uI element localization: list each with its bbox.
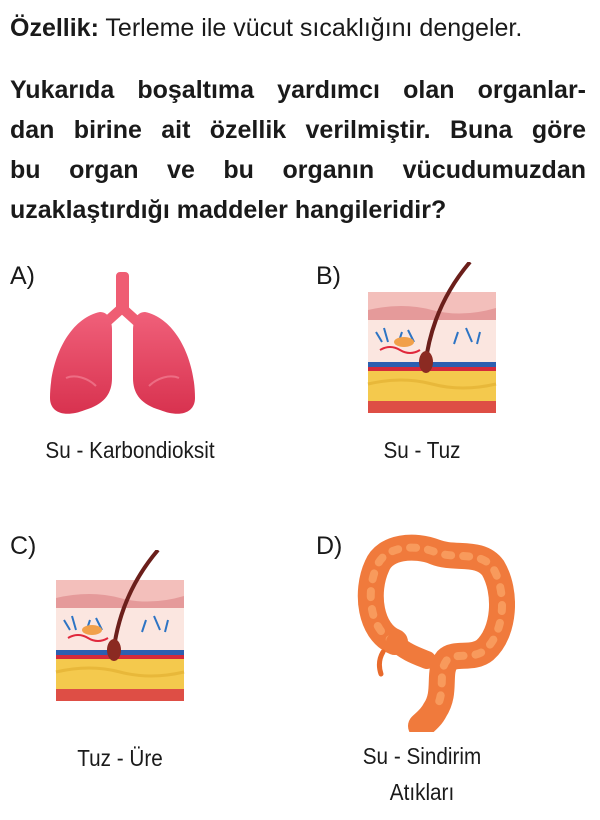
option-a-letter[interactable]: A) [10, 262, 35, 290]
question-line: bu organ ve bu organın vücudumuzdan [10, 156, 586, 184]
skin-cross-section-icon[interactable] [50, 550, 190, 710]
skin-cross-section-icon[interactable] [362, 262, 502, 422]
question-line: uzaklaştırdığı maddeler hangileridir? [10, 196, 447, 224]
feature-label: Özellik: [10, 14, 99, 42]
feature-statement [10, 14, 522, 43]
question-line: Yukarıda boşaltıma yardımcı olan organlar- [10, 76, 586, 104]
large-intestine-icon[interactable] [355, 532, 515, 732]
option-a-caption: Su - Karbondioksit [45, 437, 215, 463]
option-c-caption: Tuz - Üre [77, 745, 163, 771]
option-d-caption-line: Atıkları [389, 779, 455, 805]
option-c-letter[interactable]: C) [10, 532, 37, 560]
lungs-icon[interactable] [40, 268, 205, 423]
option-b-caption: Su - Tuz [383, 437, 461, 463]
option-d-letter[interactable]: D) [316, 532, 343, 560]
question-text [10, 70, 586, 230]
option-d-caption-line: Su - Sindirim [362, 743, 482, 769]
question-line: dan birine ait özellik verilmiştir. Buna göre [10, 116, 586, 144]
feature-text: Terleme ile vücut sıcaklığını dengeler. [98, 14, 523, 42]
option-b-letter[interactable]: B) [316, 262, 341, 290]
option-d-caption [332, 738, 512, 810]
